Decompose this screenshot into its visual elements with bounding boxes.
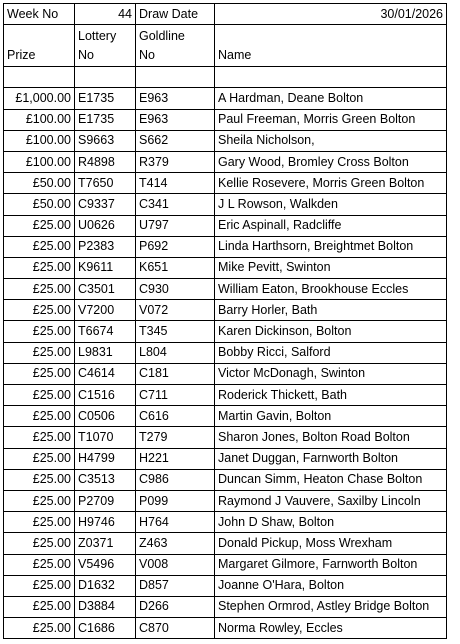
- table-row: [4, 385, 447, 406]
- prize-cell: £1,000.00: [4, 88, 75, 109]
- winner-name-cell: A Hardman, Deane Bolton: [215, 88, 447, 109]
- prize-cell: £25.00: [4, 300, 75, 321]
- table-row: [4, 342, 447, 363]
- table-row: [4, 533, 447, 554]
- prize-cell: £25.00: [4, 554, 75, 575]
- winner-name-cell: John D Shaw, Bolton: [215, 512, 447, 533]
- table-row: [4, 173, 447, 194]
- lottery-number-cell: H4799: [75, 448, 136, 469]
- blank-cell: [136, 67, 215, 88]
- winner-name-cell: Eric Aspinall, Radcliffe: [215, 215, 447, 236]
- table-row: [4, 88, 447, 109]
- winner-name-cell: Martin Gavin, Bolton: [215, 406, 447, 427]
- column-header-prize: Prize: [4, 25, 75, 67]
- draw-date-label: Draw Date: [136, 4, 215, 25]
- goldline-number-cell: P692: [136, 236, 215, 257]
- table-row: [4, 618, 447, 639]
- winner-name-cell: Paul Freeman, Morris Green Bolton: [215, 109, 447, 130]
- goldline-number-cell: C616: [136, 406, 215, 427]
- prize-cell: £25.00: [4, 448, 75, 469]
- lottery-number-cell: V5496: [75, 554, 136, 575]
- table-row: [4, 109, 447, 130]
- winner-name-cell: Roderick Thickett, Bath: [215, 385, 447, 406]
- winner-name-cell: J L Rowson, Walkden: [215, 194, 447, 215]
- winner-name-cell: Janet Duggan, Farnworth Bolton: [215, 448, 447, 469]
- blank-row: [4, 67, 447, 88]
- column-header-lottery: [75, 25, 136, 67]
- goldline-number-cell: Z463: [136, 533, 215, 554]
- winner-name-cell: Kellie Rosevere, Morris Green Bolton: [215, 173, 447, 194]
- winner-name-cell: William Eaton, Brookhouse Eccles: [215, 279, 447, 300]
- table-row: [4, 194, 447, 215]
- goldline-number-cell: P099: [136, 490, 215, 511]
- winner-name-cell: Donald Pickup, Moss Wrexham: [215, 533, 447, 554]
- goldline-number-cell: D266: [136, 596, 215, 617]
- winner-name-cell: Raymond J Vauvere, Saxilby Lincoln: [215, 490, 447, 511]
- prize-cell: £25.00: [4, 512, 75, 533]
- table-row: [4, 257, 447, 278]
- table-row: [4, 490, 447, 511]
- goldline-number-cell: T279: [136, 427, 215, 448]
- winner-name-cell: Margaret Gilmore, Farnworth Bolton: [215, 554, 447, 575]
- goldline-number-cell: C870: [136, 618, 215, 639]
- lottery-number-cell: Z0371: [75, 533, 136, 554]
- lottery-number-cell: C1686: [75, 618, 136, 639]
- goldline-number-cell: E963: [136, 109, 215, 130]
- lottery-number-cell: E1735: [75, 109, 136, 130]
- goldline-number-cell: C711: [136, 385, 215, 406]
- winner-name-cell: Victor McDonagh, Swinton: [215, 363, 447, 384]
- prize-cell: £25.00: [4, 236, 75, 257]
- lottery-number-cell: C4614: [75, 363, 136, 384]
- lottery-number-cell: L9831: [75, 342, 136, 363]
- winner-name-cell: Gary Wood, Bromley Cross Bolton: [215, 151, 447, 172]
- goldline-number-cell: C181: [136, 363, 215, 384]
- goldline-number-cell: H221: [136, 448, 215, 469]
- prize-cell: £25.00: [4, 427, 75, 448]
- lottery-number-cell: C0506: [75, 406, 136, 427]
- goldline-number-cell: C930: [136, 279, 215, 300]
- prize-cell: £25.00: [4, 321, 75, 342]
- lottery-number-cell: S9663: [75, 130, 136, 151]
- lottery-number-cell: D3884: [75, 596, 136, 617]
- lottery-number-cell: E1735: [75, 88, 136, 109]
- winner-name-cell: Stephen Ormrod, Astley Bridge Bolton: [215, 596, 447, 617]
- header-row-columns: [4, 25, 447, 67]
- column-header-lottery-line2: No: [78, 48, 94, 63]
- header-row-week: [4, 4, 447, 25]
- blank-cell: [75, 67, 136, 88]
- lottery-number-cell: T6674: [75, 321, 136, 342]
- table-row: [4, 321, 447, 342]
- table-row: [4, 151, 447, 172]
- goldline-number-cell: U797: [136, 215, 215, 236]
- week-value: 44: [75, 4, 136, 25]
- winner-name-cell: Duncan Simm, Heaton Chase Bolton: [215, 469, 447, 490]
- column-header-lottery-line1: Lottery: [78, 29, 117, 44]
- draw-date-value: 30/01/2026: [215, 4, 447, 25]
- lottery-number-cell: U0626: [75, 215, 136, 236]
- table-row: [4, 236, 447, 257]
- lottery-number-cell: P2709: [75, 490, 136, 511]
- prize-cell: £100.00: [4, 109, 75, 130]
- lottery-number-cell: R4898: [75, 151, 136, 172]
- prize-cell: £25.00: [4, 596, 75, 617]
- table-row: [4, 448, 447, 469]
- winner-name-cell: Linda Harthsorn, Breightmet Bolton: [215, 236, 447, 257]
- table-row: [4, 575, 447, 596]
- goldline-number-cell: R379: [136, 151, 215, 172]
- goldline-number-cell: V072: [136, 300, 215, 321]
- lottery-number-cell: P2383: [75, 236, 136, 257]
- table-row: [4, 469, 447, 490]
- prize-cell: £25.00: [4, 490, 75, 511]
- prize-cell: £25.00: [4, 618, 75, 639]
- winner-name-cell: Norma Rowley, Eccles: [215, 618, 447, 639]
- prize-cell: £25.00: [4, 406, 75, 427]
- blank-cell: [4, 67, 75, 88]
- lottery-number-cell: C3513: [75, 469, 136, 490]
- prize-cell: £100.00: [4, 151, 75, 172]
- table-row: [4, 596, 447, 617]
- lottery-number-cell: C1516: [75, 385, 136, 406]
- prize-cell: £50.00: [4, 194, 75, 215]
- lottery-number-cell: V7200: [75, 300, 136, 321]
- lottery-number-cell: C3501: [75, 279, 136, 300]
- goldline-number-cell: H764: [136, 512, 215, 533]
- winner-name-cell: Mike Pevitt, Swinton: [215, 257, 447, 278]
- table-row: [4, 363, 447, 384]
- goldline-number-cell: D857: [136, 575, 215, 596]
- column-header-goldline-line1: Goldline: [139, 29, 185, 44]
- goldline-number-cell: V008: [136, 554, 215, 575]
- prize-cell: £25.00: [4, 279, 75, 300]
- goldline-number-cell: T414: [136, 173, 215, 194]
- prize-cell: £25.00: [4, 215, 75, 236]
- table-row: [4, 554, 447, 575]
- goldline-number-cell: K651: [136, 257, 215, 278]
- prize-cell: £100.00: [4, 130, 75, 151]
- lottery-number-cell: T7650: [75, 173, 136, 194]
- goldline-number-cell: E963: [136, 88, 215, 109]
- winner-name-cell: Joanne O'Hara, Bolton: [215, 575, 447, 596]
- winner-name-cell: Karen Dickinson, Bolton: [215, 321, 447, 342]
- week-label: Week No: [4, 4, 75, 25]
- table-row: [4, 300, 447, 321]
- column-header-goldline: [136, 25, 215, 67]
- table-row: [4, 427, 447, 448]
- winner-name-cell: Bobby Ricci, Salford: [215, 342, 447, 363]
- winner-name-cell: Barry Horler, Bath: [215, 300, 447, 321]
- goldline-number-cell: S662: [136, 130, 215, 151]
- table-row: [4, 215, 447, 236]
- prize-cell: £25.00: [4, 469, 75, 490]
- prize-cell: £25.00: [4, 257, 75, 278]
- lottery-number-cell: H9746: [75, 512, 136, 533]
- prize-cell: £50.00: [4, 173, 75, 194]
- column-header-goldline-line2: No: [139, 48, 155, 63]
- winner-name-cell: Sharon Jones, Bolton Road Bolton: [215, 427, 447, 448]
- prize-cell: £25.00: [4, 533, 75, 554]
- table-row: [4, 512, 447, 533]
- column-header-name: Name: [215, 25, 447, 67]
- goldline-number-cell: T345: [136, 321, 215, 342]
- prize-cell: £25.00: [4, 575, 75, 596]
- lottery-number-cell: C9337: [75, 194, 136, 215]
- prize-cell: £25.00: [4, 342, 75, 363]
- table-row: [4, 406, 447, 427]
- goldline-number-cell: L804: [136, 342, 215, 363]
- prize-cell: £25.00: [4, 385, 75, 406]
- lottery-number-cell: K9611: [75, 257, 136, 278]
- goldline-number-cell: C986: [136, 469, 215, 490]
- prize-cell: £25.00: [4, 363, 75, 384]
- prize-results-table: [3, 3, 447, 639]
- table-row: [4, 130, 447, 151]
- lottery-number-cell: D1632: [75, 575, 136, 596]
- table-row: [4, 279, 447, 300]
- winner-name-cell: Sheila Nicholson,: [215, 130, 447, 151]
- lottery-number-cell: T1070: [75, 427, 136, 448]
- goldline-number-cell: C341: [136, 194, 215, 215]
- blank-cell: [215, 67, 447, 88]
